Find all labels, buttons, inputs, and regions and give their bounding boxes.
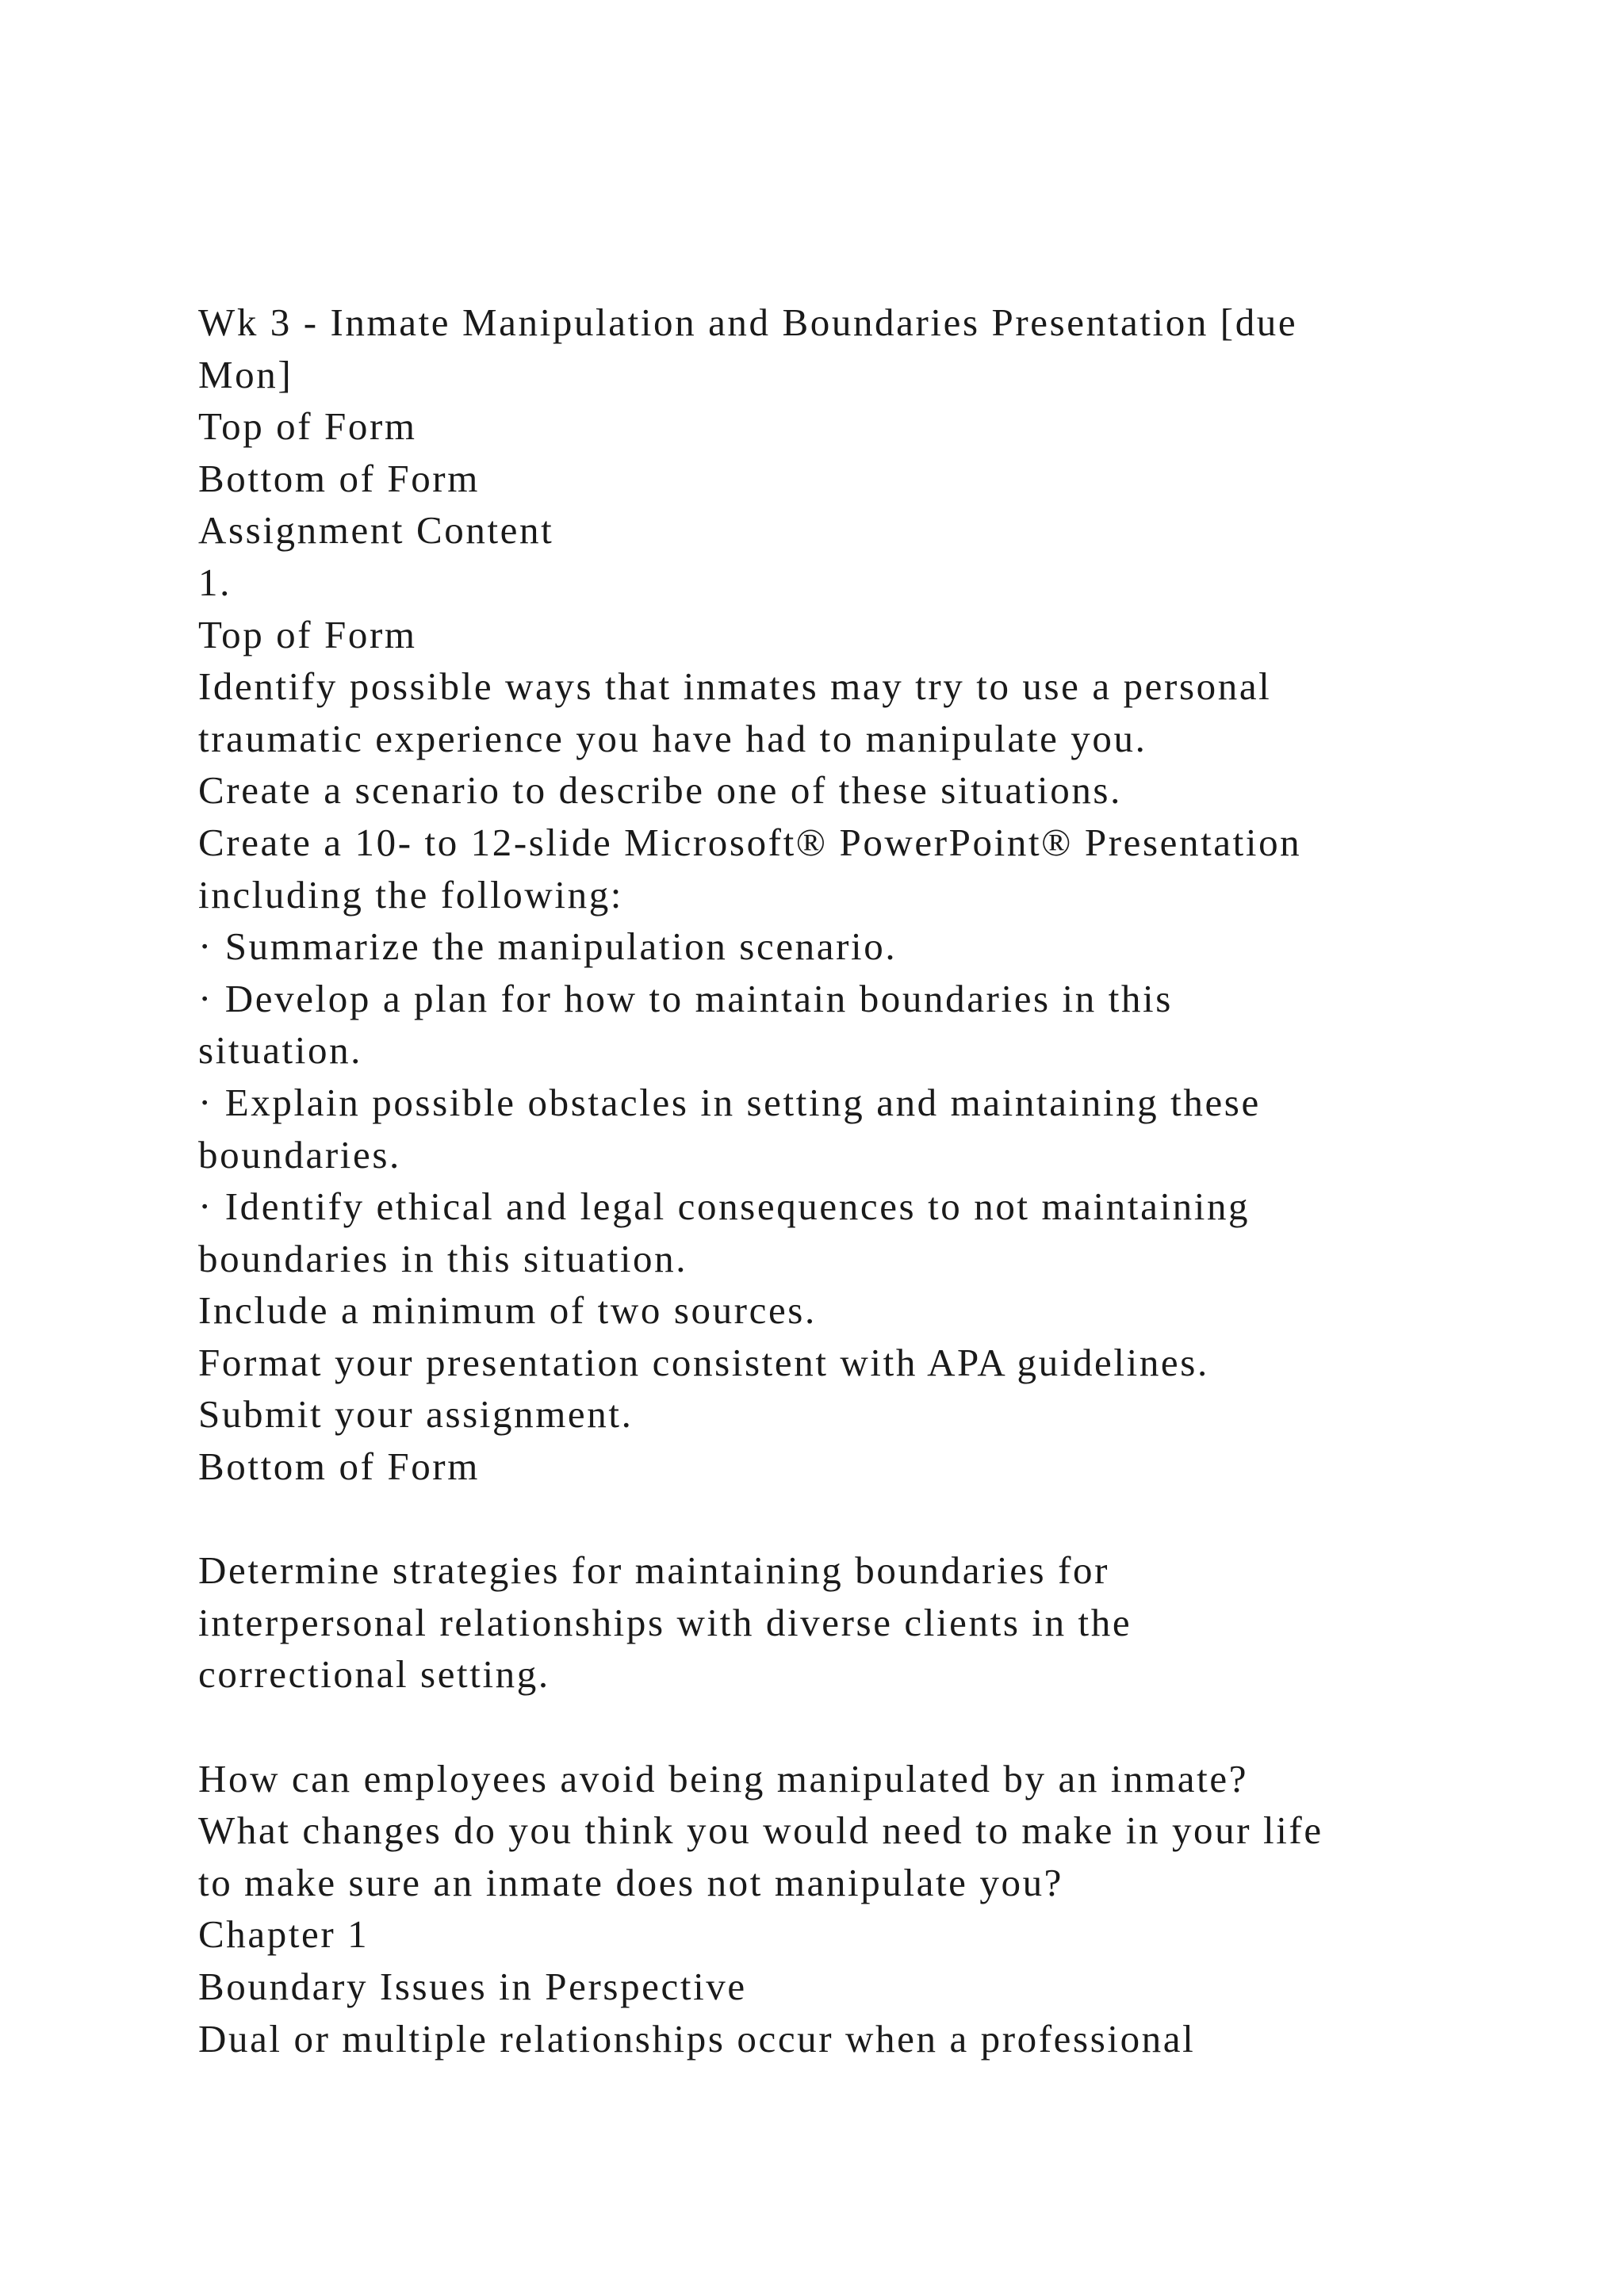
question-line: What changes do you think you would need to make in your life	[198, 1808, 1323, 1853]
bullet-item-continued: situation.	[198, 1028, 363, 1073]
form-marker-top: Top of Form	[198, 404, 417, 449]
question-line: to make sure an inmate does not manipulate you?	[198, 1860, 1064, 1904]
bullet-item: · Summarize the manipulation scenario.	[198, 924, 898, 969]
bullet-item-continued: boundaries.	[198, 1132, 401, 1177]
instruction-line: Create a scenario to describe one of these situations.	[198, 768, 1122, 813]
instruction-line: Format your presentation consistent with APA guidelines.	[198, 1340, 1209, 1384]
instruction-line: Include a minimum of two sources.	[198, 1288, 817, 1333]
instruction-line: including the following:	[198, 872, 624, 916]
bullet-item-continued: boundaries in this situation.	[198, 1236, 688, 1280]
section-heading-assignment-content: Assignment Content	[198, 508, 554, 553]
chapter-label: Chapter 1	[198, 1912, 370, 1957]
paragraph-spacer	[198, 1701, 1546, 1753]
strategy-line: correctional setting.	[198, 1652, 550, 1697]
chapter-title: Boundary Issues in Perspective	[198, 1965, 747, 2008]
assignment-title-line-1: Wk 3 - Inmate Manipulation and Boundaries Presentation [due	[198, 300, 1298, 344]
document-body	[198, 297, 1546, 2064]
instruction-line: Identify possible ways that inmates may try to use a personal	[198, 664, 1272, 709]
form-marker-bottom-2: Bottom of Form	[198, 1445, 480, 1489]
form-marker-bottom: Bottom of Form	[198, 456, 480, 500]
form-marker-top-2: Top of Form	[198, 612, 417, 656]
instruction-line: Create a 10- to 12-slide Microsoft® PowerPoint® Presentation	[198, 820, 1302, 864]
instruction-line: Submit your assignment.	[198, 1392, 634, 1437]
paragraph-spacer	[198, 1493, 1546, 1545]
body-text-line: Dual or multiple relationships occur when a professional	[198, 2016, 1196, 2061]
question-line: How can employees avoid being manipulated by an inmate?	[198, 1756, 1249, 1800]
list-item-number: 1.	[198, 560, 232, 604]
bullet-item: · Identify ethical and legal consequences to not maintaining	[198, 1184, 1251, 1229]
bullet-item: · Explain possible obstacles in setting and maintaining these	[198, 1080, 1261, 1124]
strategy-line: interpersonal relationships with diverse clients in the	[198, 1600, 1132, 1644]
instruction-line: traumatic experience you have had to manipulate you.	[198, 716, 1147, 760]
bullet-item: · Develop a plan for how to maintain boundaries in this	[198, 976, 1173, 1020]
strategy-line: Determine strategies for maintaining boundaries for	[198, 1548, 1110, 1593]
assignment-title-line-2: Mon]	[198, 352, 293, 396]
